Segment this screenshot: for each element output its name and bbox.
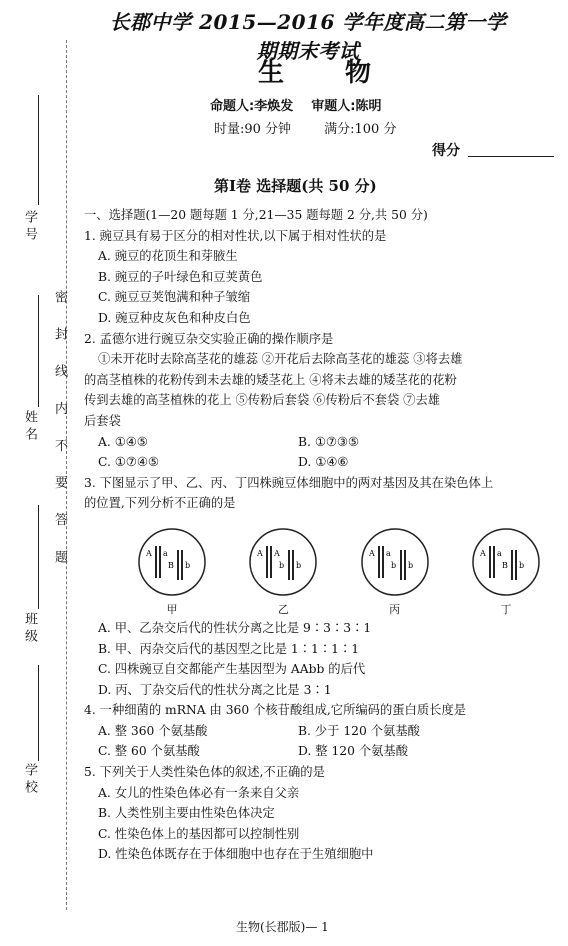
section-heading: 一、选择题(1—20 题每题 1 分,21—35 题每题 2 分,共 50 分) <box>84 208 428 222</box>
q3-option-b: B. 甲、丙杂交后代的基因型之比是 1∶1∶1∶1 <box>98 641 360 656</box>
exam-title: 长郡中学 2015—2016 学年度高二第一学期期末考试 <box>109 10 507 63</box>
gene-label: A <box>146 548 152 558</box>
field-number-label: 学 号 <box>22 210 37 241</box>
q4-option-a: A. 整 360 个氨基酸 <box>98 723 208 738</box>
gene-label: b <box>518 560 525 570</box>
q1-option-c: C. 豌豆豆荚饱满和种子皱缩 <box>98 290 251 305</box>
field-name-label: 姓 名 <box>22 410 37 441</box>
cell-jia-figure <box>134 524 210 600</box>
q4-options-row <box>84 721 554 742</box>
page-footer: 生物(长郡版)— 1 <box>236 920 329 934</box>
q2-body-line: 传到去雄的高茎植株的花上 ⑤传粉后套袋 ⑥传粉后不套袋 ⑦去雄 <box>84 393 441 408</box>
part1-title: 第Ⅰ卷 选择题(共 50 分) <box>214 177 377 195</box>
q2-option-c: C. ①⑦④⑤ <box>98 455 159 470</box>
q2-options-row <box>84 452 554 473</box>
q5-option-b: B. 人类性别主要由性染色体决定 <box>98 806 275 821</box>
field-class-label: 班 级 <box>22 612 37 643</box>
cell-ding <box>468 524 544 618</box>
q2-option-d: D. ①④⑥ <box>298 455 349 470</box>
q4-option-c: C. 整 60 个氨基酸 <box>98 744 200 759</box>
gene-label: A <box>368 548 375 558</box>
binding-notice: 密 封 线 内 不 要 答 题 <box>52 290 67 573</box>
cell-label-ding: 丁 <box>500 602 512 616</box>
cell-label-bing: 丙 <box>389 602 401 616</box>
q4-option-d: D. 整 120 个氨基酸 <box>298 744 409 759</box>
cell-label-yi: 乙 <box>277 602 289 616</box>
q1-option-a: A. 豌豆的花顶生和芽腋生 <box>98 249 238 264</box>
score-blank[interactable] <box>468 156 554 157</box>
q2-stem: 2. 孟德尔进行豌豆杂交实验正确的操作顺序是 <box>84 331 334 346</box>
cell-yi-figure <box>245 524 321 600</box>
field-school-label: 学 校 <box>22 763 37 794</box>
cell-diagrams <box>84 514 554 618</box>
gene-label: A <box>274 548 281 558</box>
q2-body-line: 的高茎植株的花粉传到未去雄的矮茎花上 ④将未去雄的矮茎花的花粉 <box>84 372 457 387</box>
gene-label: A <box>257 548 264 558</box>
gene-label: b <box>390 560 396 570</box>
cell-yi <box>245 524 321 618</box>
field-number-blank <box>38 95 39 205</box>
q4-option-b: B. 少于 120 个氨基酸 <box>298 723 420 738</box>
q3-option-d: D. 丙、丁杂交后代的性状分离之比是 3∶1 <box>98 682 332 697</box>
q4-stem: 4. 一种细菌的 mRNA 由 360 个核苷酸组成,它所编码的蛋白质长度是 <box>84 703 467 718</box>
cell-jia <box>134 524 210 618</box>
q2-options-row <box>84 432 554 453</box>
gene-label: A <box>479 548 486 558</box>
q3-stem: 的位置,下列分析不正确的是 <box>84 496 236 511</box>
q4-options-row <box>84 741 554 762</box>
q3-stem: 3. 下图显示了甲、乙、丙、丁四株豌豆体细胞中的两对基因及其在染色体上 <box>84 475 494 490</box>
q5-option-c: C. 性染色体上的基因都可以控制性别 <box>98 826 300 841</box>
q5-option-d: D. 性染色体既存在于体细胞中也存在于生殖细胞中 <box>98 847 374 862</box>
field-school-blank <box>38 665 39 761</box>
gene-label: b <box>185 560 191 570</box>
q3-option-a: A. 甲、乙杂交后代的性状分离之比是 9∶3∶3∶1 <box>98 620 372 635</box>
q2-option-a: A. ①④⑤ <box>98 434 148 449</box>
gene-label: B <box>168 560 174 570</box>
q1-option-d: D. 豌豆种皮灰色和种皮白色 <box>98 310 251 325</box>
gene-label: b <box>279 560 285 570</box>
q1-stem: 1. 豌豆具有易于区分的相对性状,以下属于相对性状的是 <box>84 228 387 243</box>
gene-label: B <box>501 560 508 570</box>
timing-line: 时量:90 分钟 满分:100 分 <box>214 122 397 137</box>
field-class-blank <box>38 505 39 609</box>
q2-body-line: ①未开花时去除高茎花的雄蕊 ②开花后去除高茎花的雄蕊 ③将去雄 <box>98 352 463 367</box>
gene-label: a <box>163 548 168 558</box>
gene-label: b <box>407 560 413 570</box>
q2-body-line: 后套袋 <box>84 413 121 428</box>
q3-option-c: C. 四株豌豆自交都能产生基因型为 AAbb 的后代 <box>98 662 366 677</box>
subject-title: 生 物 <box>258 58 398 88</box>
cell-bing <box>357 524 433 618</box>
cell-ding-figure <box>468 524 544 600</box>
q2-option-b: B. ①⑦③⑤ <box>298 434 359 449</box>
questions-area <box>84 205 554 865</box>
authors-line: 命题人:李焕发 审题人:陈明 <box>210 99 382 114</box>
score-label: 得分 <box>432 143 460 159</box>
q5-stem: 5. 下列关于人类性染色体的叙述,不正确的是 <box>84 765 325 780</box>
gene-label: a <box>496 548 502 558</box>
cell-bing-figure <box>357 524 433 600</box>
field-name-blank <box>38 295 39 407</box>
q1-option-b: B. 豌豆的子叶绿色和豆荚黄色 <box>98 269 263 284</box>
q5-option-a: A. 女儿的性染色体必有一条来自父亲 <box>98 785 300 800</box>
gene-label: a <box>385 548 391 558</box>
cell-label-jia: 甲 <box>166 602 178 616</box>
gene-label: b <box>296 560 302 570</box>
